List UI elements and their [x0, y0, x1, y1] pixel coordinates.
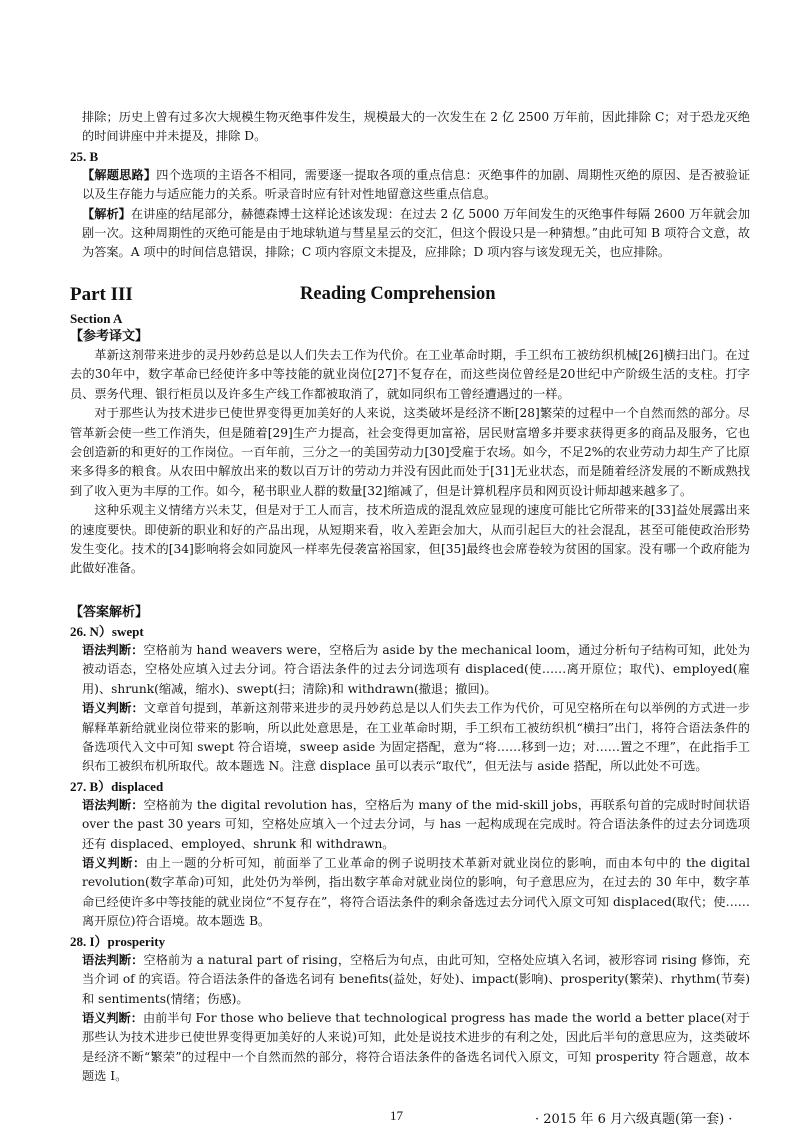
answer-25-thinking — [70, 166, 750, 205]
section-heading: Section A — [70, 311, 123, 326]
answer-27-grammar — [70, 796, 750, 854]
answer-28-semantic — [70, 1009, 750, 1087]
translation-paragraph-1: 革新这剂带来进步的灵丹妙药总是以人们失去工作为代价。在工业革命时期，手工织布工被纺织机械[26]横扫出门。在过去的30年中，数字革命已经使许多中等技能的就业岗位[27]不复存在，而这些岗位曾经是20世纪中产阶级生活的支柱。打字员、票务代理、银行柜员以及许多生产线工作都被取消了，就如同织布工曾经遭遇过的一样。 — [70, 348, 750, 401]
answer-27-number: 27. B）displaced — [70, 778, 164, 794]
thinking-text: 四个选项的主语各不相同，需要逐一提取各项的重点信息：灭绝事件的加剧、周期性灭绝的原因、是否被验证以及生存能力与适应能力的关系。听录音时应有针对性地留意这些重点信息。 — [82, 167, 751, 202]
explanation-text: 在讲座的结尾部分，赫德森博士这样论述该发现：在过去 2 亿 5000 万年间发生的灭绝事件每隔 2600 万年就会加剧一次。这种周期性的灭绝可能是由于地球轨道与彗星星云的交汇，但这个假设只是一种猜想。”由此可知 B 项符合文意，故为答案。A 项中的时间信息错误，排除；C 项内容原文未提及，应排除；D 项内容与该发现无关，也应排除。 — [82, 206, 751, 260]
answer-27-semantic — [70, 854, 750, 932]
page-number: 17 — [390, 1108, 403, 1123]
source-footer: · 2015 年 6 月六级真题(第一套) · — [535, 1112, 733, 1127]
answer-25-block — [70, 108, 750, 263]
grammar-text: 空格前为 the digital revolution has，空格后为 many of the mid-skill jobs，再联系句首的完成时时间状语 over the past 30 years 可知，空格处应填入一个过去分词，与 has 一起构成现在完成时。符合语法条件的过去分词选项还有 displaced、employed、shrunk 和 withdrawn。 — [82, 797, 750, 851]
answer-28-number: 28. I）prosperity — [70, 933, 166, 949]
answer-25-number: 25. B — [70, 148, 99, 164]
answers-header: 【答案解析】 — [70, 605, 149, 620]
answer-26-grammar — [70, 641, 750, 699]
translation-paragraph-2: 对于那些认为技术进步已使世界变得更加美好的人来说，这类破坏是经济不断[28]繁荣的过程中一个自然而然的部分。尽管革新会使一些工作消失，但是随着[29]生产力提高，社会变得更加富裕，居民财富增多并要求获得更多的商品及服务，它也会创造新的和更好的工作岗位。一百年前，三分之一的美国劳动力[30]受雇于农场。如今，不足2%的农业劳动力却生产了比原来多得多的粮食。从农田中解放出来的数以百万计的劳动力并没有因此而处于[31]无业状态，而是随着经济发展的不断成熟找到了收入更为丰厚的工作。如今，秘书职业人群的数量[32]缩减了，但是计算机程序员和网页设计师却越来越多了。 — [70, 406, 750, 498]
translation-paragraph-3: 这种乐观主义情绪方兴未艾，但是对于工人而言，技术所造成的混乱效应显现的速度可能比它所带来的[33]益处展露出来的速度要快。即使新的职业和好的产品出现，从短期来看，收入差距会加大，从而引起巨大的社会混乱，甚至可能使政治形势发生变化。技术的[34]影响将会如同旋风一样率先侵袭富裕国家，但[35]最终也会席卷较为贫困的国家。没有哪一个政府能为此做好准备。 — [70, 503, 750, 576]
answers-block — [70, 603, 750, 1087]
part-name: Reading Comprehension — [300, 284, 496, 304]
grammar-label: 语法判断： — [82, 952, 144, 967]
translation-block — [70, 327, 750, 579]
answer-25-explanation — [70, 205, 750, 263]
grammar-text: 空格前为 a natural part of rising，空格后为句点，由此可知，空格处应填入名词，被形容词 rising 修饰，充当介词 of 的宾语。符合语法条件的备选名词有 benefits(益处，好处)、impact(影响)、prosperity(繁荣)、rhythm(节奏)和 sentiments(情绪；伤感)。 — [82, 952, 751, 1006]
thinking-label: 【解题思路】 — [82, 167, 157, 182]
answer-26-number: 26. N）swept — [70, 624, 144, 639]
part-heading — [70, 284, 750, 312]
semantic-label: 语义判断： — [82, 701, 144, 716]
semantic-text: 由上一题的分析可知，前面举了工业革命的例子说明技术革新对就业岗位的影响，而由本句中的 the digital revolution(数字革命)可知，此处仍为举例，指出数字革命对就业岗位的影响，句子意思应为，在过去的 30 年中，数字革命已经使许多中等技能的就业岗位“不复存在”，将符合语法条件的剩余备选过去分词代入原文可知 displaced(取代；使……离开原位)符合语境。故本题选 B。 — [82, 856, 750, 929]
grammar-text: 空格前为 hand weavers were，空格后为 aside by the mechanical loom，通过分析句子结构可知，此处为被动语态，空格处应填入过去分词。符合语法条件的过去分词选项有 displaced(使……离开原位；取代)、employed(雇用)、shrunk(缩减，缩水)、swept(扫；清除)和 withdrawn(撤退；撤回)。 — [82, 643, 751, 696]
semantic-label: 语义判断： — [82, 856, 146, 871]
translation-header: 【参考译文】 — [70, 329, 149, 344]
semantic-label: 语义判断： — [82, 1010, 143, 1025]
grammar-label: 语法判断： — [82, 797, 144, 812]
semantic-text: 由前半句 For those who believe that technological progress has made the world a better place(对于那些认为技术进步已使世界变得更加美好的人来说)可知，此处是说技术进步的有利之处，因此后半句的意思应为，这类破坏是经济不断“繁荣”的过程中一个自然而然的部分，将符合语法条件的备选名词代入原文，可知 prosperity 符合题意，故本题选 I。 — [82, 1010, 750, 1084]
paragraph-prev: 排除；历史上曾有过多次大规模生物灭绝事件发生，规模最大的一次发生在 2 亿 2500 万年前，因此排除 C；对于恐龙灭绝的时间讲座中并未提及，排除 D。 — [82, 110, 750, 144]
explanation-label: 【解析】 — [82, 206, 131, 221]
part-number: Part III — [70, 284, 133, 305]
answer-28-grammar — [70, 951, 750, 1009]
grammar-label: 语法判断： — [82, 643, 144, 657]
semantic-text: 文章首句提到，革新这剂带来进步的灵丹妙药总是以人们失去工作为代价，可见空格所在句以举例的方式进一步解释革新给就业岗位带来的影响，所以此处意思是，在工业革命时期，手工织布工被纺织机“横扫”出门，将符合语法条件的备选项代入文中可知 swept 符合语境，sweep aside 为固定搭配，意为“将……移到一边；对……置之不理”，在此指手工织布工被织布机所取代。故本题选 N。注意 displace 虽可以表示“取代”，但无法与 aside 搭配，所以此处不可选。 — [82, 701, 751, 774]
answer-26-semantic — [70, 699, 750, 777]
